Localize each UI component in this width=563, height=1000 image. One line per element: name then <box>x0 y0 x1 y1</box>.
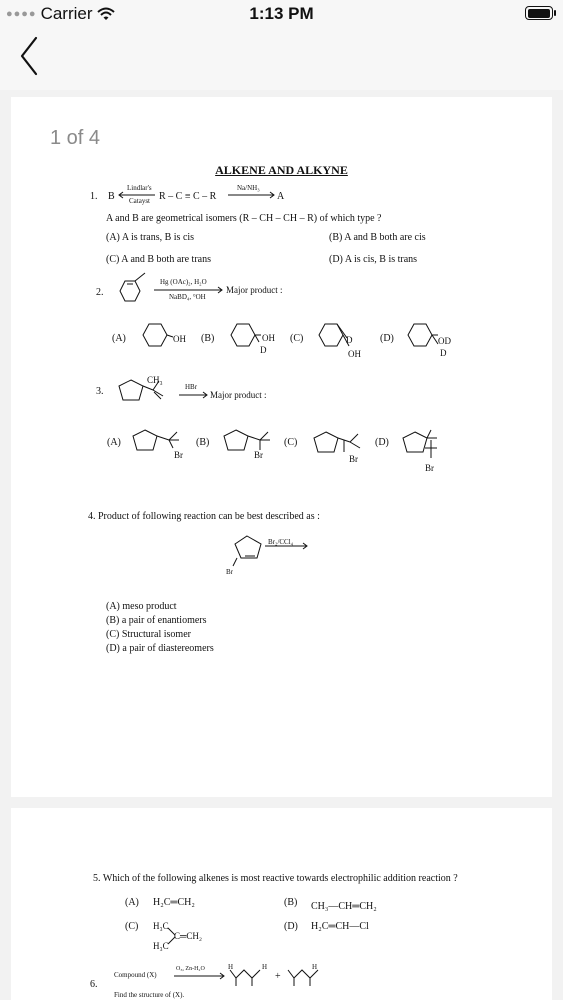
back-chevron-icon[interactable] <box>14 32 44 76</box>
q4-option-c: (C) Structural isomer <box>106 629 191 640</box>
q3-reagent: HBr <box>185 383 198 391</box>
q1-chain: R – C ≡ C – R <box>159 191 217 202</box>
q6-number: 6. <box>90 979 98 990</box>
q4-br: Br <box>226 568 233 576</box>
q6-compound: Compound (X) <box>114 971 157 979</box>
carrier-label: Carrier <box>40 4 93 23</box>
q2-option-c-label: (C) <box>290 333 304 344</box>
q2-option-a-label: (A) <box>112 333 126 344</box>
q3-option-d-label: (D) <box>375 437 389 448</box>
q5-option-a: H₂C═CH₂ <box>153 897 195 908</box>
q1-option-b: (B) A and B both are cis <box>329 232 426 243</box>
q4-reagent: Br₂/CCl₄ <box>268 538 294 546</box>
q2-number: 2. <box>96 287 104 298</box>
q1-a: A <box>277 191 285 202</box>
q6-product-2-structure <box>284 963 324 988</box>
q2-reactant-structure <box>115 279 155 309</box>
q2-option-c-d: D <box>346 335 353 345</box>
q4-stem: 4. Product of following reaction can be best described as : <box>88 511 320 522</box>
document-heading: ALKENE AND ALKYNE <box>215 163 348 177</box>
q3-product-label: Major product : <box>210 390 267 400</box>
q5-option-c-bonds <box>166 926 178 946</box>
q1-option-a: (A) A is trans, B is cis <box>106 232 195 243</box>
q6-reagent: O₃, Zn-H₂O <box>176 966 205 972</box>
q1-catalyst-bottom: Catayst <box>129 197 150 205</box>
q3-option-d-structure <box>403 428 453 468</box>
page-indicator: 1 of 4 <box>50 127 101 149</box>
q5-option-b: CH₃—CH═CH₂ <box>311 901 377 912</box>
q5-option-c-mid: C═CH₂ <box>174 931 203 941</box>
q6-product-1-structure <box>226 963 276 988</box>
q1-option-d: (D) A is cis, B is trans <box>329 254 418 265</box>
q2-option-a-oh: OH <box>173 334 186 344</box>
document-page-2 <box>11 808 552 1000</box>
q5-option-c-bottom: H₃C <box>153 941 169 951</box>
q3-arrow <box>177 391 209 399</box>
q2-reagent-bottom: NaBD₄, °OH <box>169 293 206 301</box>
q6-product-2-h: H <box>312 963 318 971</box>
q3-ch3: CH₃ <box>147 375 163 385</box>
q5-option-a-label: (A) <box>125 897 139 908</box>
signal-dots-icon: ●●●● <box>6 8 37 20</box>
q4-option-d: (D) a pair of diastereomers <box>106 643 214 654</box>
q3-option-b-br: Br <box>254 450 263 460</box>
navigation-bar <box>0 28 563 90</box>
q1-stem: A and B are geometrical isomers (R – CH – CH – R) of which type ? <box>106 213 382 224</box>
q3-number: 3. <box>96 386 104 397</box>
clock: 1:13 PM <box>249 4 314 23</box>
q3-option-b-structure <box>224 428 274 458</box>
q1-option-c: (C) A and B both are trans <box>106 254 211 265</box>
q5-option-c-top: H₃C <box>153 921 169 931</box>
q3-option-a-label: (A) <box>107 437 121 448</box>
q2-product-label: Major product : <box>226 285 283 295</box>
q5-stem: 5. Which of the following alkenes is most reactive towards electrophilic addition reaction ? <box>93 873 458 884</box>
q3-option-d-br: Br <box>425 463 434 473</box>
q6-arrow <box>172 972 226 980</box>
q5-option-c-label: (C) <box>125 921 139 932</box>
q6-find: Find the structure of (X). <box>114 991 185 999</box>
q2-option-d-d: D <box>440 348 447 358</box>
q1-reagent: Na/NH₃ <box>237 184 260 192</box>
q5-option-d: H₂C═CH—Cl <box>311 921 369 932</box>
q1-number: 1. <box>90 191 98 202</box>
q5-option-b-label: (B) <box>284 897 298 908</box>
q6-product-1-h-right: H <box>262 963 268 971</box>
q2-option-c-oh: OH <box>348 349 361 359</box>
q2-option-b-label: (B) <box>201 333 215 344</box>
q3-option-b-label: (B) <box>196 437 210 448</box>
q1-b: B <box>108 191 115 202</box>
q3-option-c-br: Br <box>349 454 358 464</box>
q4-option-b: (B) a pair of enantiomers <box>106 615 207 626</box>
q3-option-a-br: Br <box>174 450 183 460</box>
battery-icon <box>525 6 553 20</box>
q3-option-c-label: (C) <box>284 437 298 448</box>
q6-plus: + <box>275 971 281 982</box>
q1-catalyst-top: Lindlar's <box>127 184 152 192</box>
status-bar <box>0 0 563 28</box>
q2-option-d-od: OD <box>438 336 451 346</box>
q2-reagent-top: Hg (OAc)₂, H₂O <box>160 278 207 286</box>
q2-option-b-oh: OH <box>262 333 275 343</box>
q6-product-1-h-left: H <box>228 963 234 971</box>
q5-option-d-label: (D) <box>284 921 298 932</box>
document-page-1 <box>11 97 552 797</box>
q2-option-d-label: (D) <box>380 333 394 344</box>
q4-option-a: (A) meso product <box>106 601 177 612</box>
q2-option-b-d: D <box>260 345 267 355</box>
